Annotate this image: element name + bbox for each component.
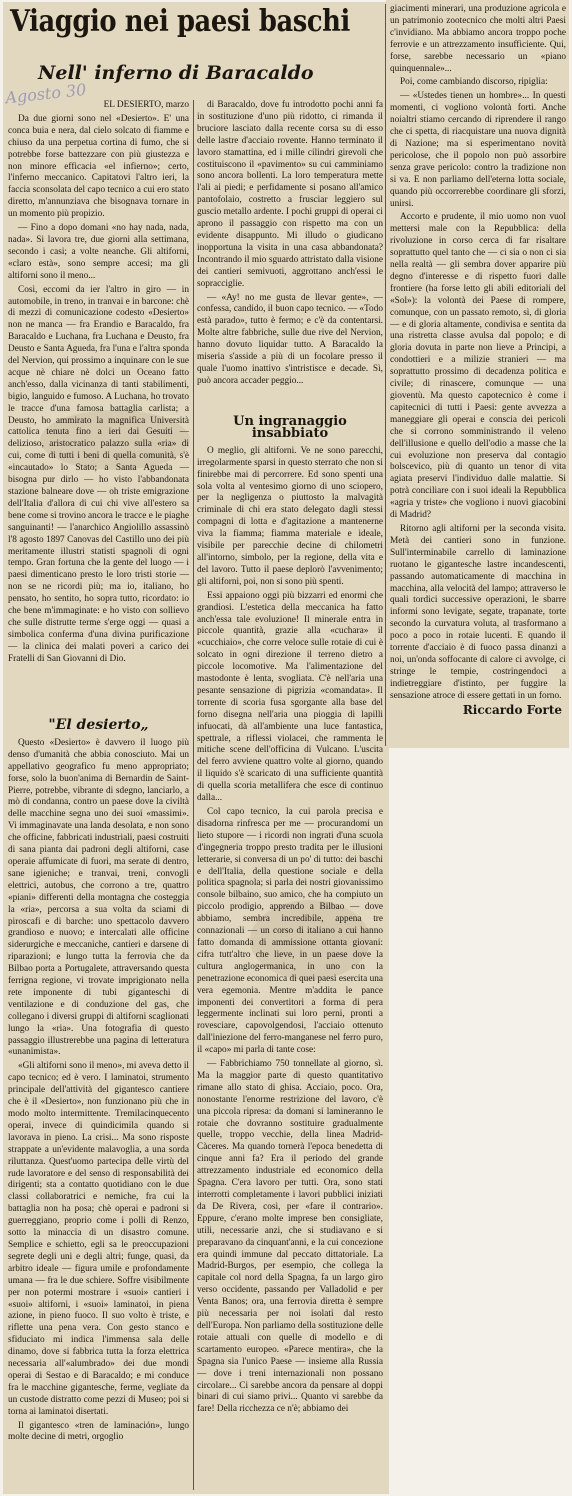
paragraph: Il gigantesco «tren de laminación», lungo molte decine di metri, orgoglio: [8, 1420, 189, 1443]
paragraph: Essi appaiono oggi più bizzarri ed enormi che grandiosi. L'estetica della meccanica ha fatto anch'essa tale evoluzione! Il minerale entra in piccole quantità, grazie alla «cuchara» il «cucchiaio», che corre veloce sulle rotaie di cui è solcato in ogni direzione il terreno dietro a piccole locomotive. Ma l'alimentazione del mastodonte è lenta, svogliata. C'è nell'aria una pesante sensazione di pigrizia «comandata». Il torrente di scoria fusa sgorgante alla base del forno disegna nell'aria una pioggia di lapilli infuocati, dà all'ambiente una luce fantastica, spettrale, a riflessi violacei, che rammenta le mitiche scene dell'officina di Vulcano. L'uscita del ferro avviene quattro volte al giorno, quando il liquido s'è scaricato di una sufficiente quantità di quella scoria metallifera che esce di continuo dalla...: [197, 590, 383, 804]
handwritten-annotation: Agosto 30: [4, 79, 88, 108]
paragraph: Col capo tecnico, la cui parola precisa e disadorna rinfresca per me — procurandomi un lieto stupore — i ricordi non ingrati d'una scuola d'ingegneria troppo presto tradita per le illusioni letterarie, si conversa di un po' di tutto: dei baschi e dell'Italia, della questione sociale e della politica spagnola; si parla dei nostri giovanissimo console bilbaino, suo amico, che ha compiuto un piccolo prodigio, apprendo a Bilbao — dove abbiamo, sembra incredibile, appena tre connazionali — un corso di italiano a cui hanno fatto domanda di ammissione ottanta giovani: cifra tutt'altro che lieve, in un paese dove la cultura anglogermanica, in uno con la penetrazione economica di quei paesi esercita una vera egemonia. Mentre m'addita le pance imponenti dei convertitori a forma di pera leggermente inclinati sui loro perni, pronti a rovesciare, capovolgendosi, l'acciaio ottenuto dall'iniezione del ferro-manganese nel ferro puro, il «capo» mi parla di tante cose:: [197, 807, 383, 1056]
section-title: "El desierto„: [48, 717, 149, 733]
paragraph: — «Ay! no me gusta de llevar gente», — confessa, candido, il buon capo tecnico. — «Todo està parado», tutto è fermo; e c'è da contentarsi. Molte altre fabbriche, sulle due rive del Nervion, hanno dovuto liquidar tutto. A Baracaldo la miseria s'asside a più di un focolare presso il quale l'uomo inattivo s'intristisce e decade. Sì, può ancora accader peggio...: [197, 292, 383, 386]
section-title: Un ingranaggio insabbiato: [233, 414, 347, 441]
paragraph: giacimenti minerari, una produzione agricola e un patrimonio zootecnico che molti altri Paesi c'invidiano. Ma abbiamo ancora troppo poche ferrovie e un attrezzamento insufficiente. Qui, forse, sarebbe necessario un «piano quinquennale»...: [390, 4, 566, 74]
paragraph: «Gli altiforni sono il meno», mi aveva detto il capo tecnico; ed è vero. I laminatoi, strumento principale dell'attività del gigantesco cantiere che è il «Desierto», non funzionano più che in modo molto intermittente. Tremilacinquecento operai, invece di quindicimila quando si lavorava in pieno. La crisi... Ma sono risposte strappate a un'evidente malavoglia, a una sorda riluttanza. Quest'uomo partecipa delle virtù del rude lavoratore e del senso di responsabilità dei dirigenti; sta a contatto quotidiano con le due classi collaboratrici e nemiche, fra cui la battaglia non ha posa; chè operai e padroni si guerreggiano, proprio come i polli di Renzo, sotto la minaccia di un disastro comune. Semplice e schietto, egli sa le preoccupazioni segrete degli uni e degli altri; funge, quasi, da arbitro ideale — figura umile e profondamente umana — fra le due schiere. Soffre visibilmente per non potermi mostrare i «suoi» cantieri i «suoi» altiforni, i «suoi» laminatoi, in piena azione, in pieno fuoco. Il suo volto è triste, e riflette una pena vera. Con gesto stanco e sfiduciato mi indica l'immensa sala delle dinamo, dove si fabbrica tutta la forza elettrica necessaria all'«alumbrado» dei due mondi operai di Sestao e di Baracaldo; e mi conduce fra le macchine gigantesche, ferme, vegliate da un custode distratto come pezzi di Museo; poi si torna ai laminatoi disertati.: [8, 1061, 189, 1417]
paragraph: Questo «Desierto» è davvero il luogo più denso d'umanità che abbia conosciuto. Mai un appellativo geografico fu meno appropriato; forse, solo la buon'anima di Bernardin de Saint-Pierre, potrebbe, vibrante di sdegno, lanciarlo, a mò di condanna, contro un paese dove la civiltà delle macchine segna uno dei suoi «massimi». Vi immaginavate una landa desolata, e non sono che officine, fabbricati industriali, paesi costruiti di sana pianta dai padroni degli altiforni, case operaie affumicate di fuori, ma serate di dentro, sane igieniche; e tranvai, treni, convogli elettrici, autobus, che corrono a tre, quattro «piani» differenti della montagna che costeggia la «ria», percorsa a sua volta da sciami di piroscafi e di barche: uno spettacolo davvero grandioso e nuovo; e intercalati alle officine siderurgiche e meccaniche, cantieri e darsene di riparazioni; e lungo tutta la ferrovia che da Bilbao porta a Portugalete, attraversando questa ferrigna regione, vi trovate imprigionato nella rete imponente di tubi giganteschi di ventilazione e di conduzione del gas, che collegano i diversi gruppi di altiforni scaglionati lungo la «ria». Una fotografia di questo passaggio illustrerebbe una pagina di letteratura «unanimista».: [8, 737, 189, 1058]
column-b: [197, 100, 383, 405]
author-signature: Riccardo Forte: [462, 702, 562, 717]
article-subheadline: Nell' inferno di Baracaldo: [38, 62, 314, 84]
column-b-lower: [197, 408, 383, 1492]
column-a: [8, 100, 189, 710]
paragraph: di Baracaldo, dove fu introdotto pochi anni fa in sostituzione d'uno più ridotto, ci rimanda il bruciore lasciato dalla recente corsa su di esso delle lastre d'acciaio rovente. Hanno terminato il lavoro stamattina, ed i mille cilindri girevoli che costituiscono il «pavimento» su cui camminiamo sono ancora bollenti. La loro temperatura mette l'ali ai piedi; e perfidamente si posano all'amico pantofolaio, costretto a frusciar leggiero sul guscio metallo ardente. I pochi gruppi di operai ci aprono il passaggio con rispetto ma con un evidente disappunto. Mi illudo o giudicano inopportuna la visita in una casa abbandonata? Incontrando il mio sguardo attristato dalla visione dei cantieri semivuoti, aggrottano anch'essi le sopracciglie.: [197, 100, 383, 289]
article-headline: Viaggio nei paesi baschi: [10, 4, 350, 39]
column-c: [390, 4, 566, 744]
column-a-lower: [8, 712, 189, 1492]
column-divider: [385, 4, 386, 746]
paragraph: O meglio, gli altiforni. Ve ne sono parecchi, irregolarmente sparsi in questo sterrato che non si finirebbe mai di percorrere. Ed sono spenti una sola volta al ventesimo giorno di uno sciopero, per la negligenza o piuttosto la malvagità criminale di chi era stato delegato dagli stessi compagni di lotta e d'agitazione a mantenerne viva la fiamma; fiamma materiale e ideale, visibile per parecchie decine di chilometri all'intorno, simbolo, per la regione, della vita e del lavoro. Tutto il paese deplorò l'avvenimento; gli altiforni, poi, non si sono più spenti.: [197, 445, 383, 587]
paragraph: — Fino a dopo domani «no hay nada, nada, nada». Si lavora tre, due giorni alla settimana, secondo i casi; a volte neanche. Gli altiforni, «claro està», sono sempre accesi; ma gli altiforni sono il meno...: [8, 223, 189, 281]
paragraph: Da due giorni sono nel «Desierto». E' una conca buia e nera, dal cielo solcato di fiamme e chiuso da una perpetua cortina di fumo, che si potrebbe forse battezzare con più giustezza e non minore efficacia «el infierno»; certo, l'inferno meccanico. Capitatovi l'altro ieri, la faccia sconsolata del capo tecnico a cui ero stato diretto, m'annunziava che bisognava tornare in un momento più propizio.: [8, 113, 189, 220]
paragraph: Così, eccomi da ier l'altro in giro — in automobile, in treno, in tranvai e in barcone: chè di mezzi di comunicazione codesto «Desierto» non ne manca — fra Erandio e Baracaldo, fra Baracaldo e Luchana, fra Luchana e Deusto, fra Deusto e Santa Agueda, fra l'una e l'altra sponda del Nervion, qui prossimo a inquinare con le sue acque nè chiare nè dolci un Oceano fatto anch'esso, dalla vicinanza di tanti stabilimenti, bigio, languido e fumoso. A Luchana, ho trovato le tracce d'una famosa battaglia carlista; a Deusto, ho ammirato la magnifica Università cattolica tenuta fino a ieri dai Gesuiti — delizioso, aristocratico palazzo sulla «ria» di cui, come di tutti i beni di quella comunità, s'è «incautado» lo Stato; a Santa Agueda — bisogna pur dirlo — ho visto l'abbandonata stazione balneare dove — oh triste emigrazione dell'Italia d'allora di cui chi vive all'estero sa bene come si trovino ancora le tracce e le piaghe sanguinanti! — l'anarchico Angiolillo assassinò l'8 agosto 1897 Canovas del Castillo uno dei più meritamente illustri statisti spagnoli di ogni tempo. Gran fortuna che la gente del luogo — i paesi dimenticano presto le loro tristi storie — non se ne ricordi più; ma io, italiano, ho pensato, ho sentito, ho sopra tutto, ricordato: io che bene m'immaginate: e ho visto con sollievo che sulle distrutte terme s'erge oggi — quasi a simbolica conferma d'una divina purificazione — la clinica dei malati poveri a carico dei Fratelli di San Giovanni di Dio.: [8, 284, 189, 664]
dateline: EL DESIERTO, marzo: [103, 100, 189, 110]
paragraph: — Fabbrichiamo 750 tonnellate al giorno, sì. Ma la maggior parte di questo quantitativo rimane allo stato di ghisa. Acciaio, poco. Ora, nonostante l'enorme restrizione del lavoro, c'è una piccola ripresa: da domani si lamineranno le rotaie che dovranno sostituire gradualmente quelle, troppo vecchie, della linea Madrid-Càceres. Ma quando tornerà l'epoca benedetta di cinque anni fa? Era il periodo del grande attrezzamento industriale ed economico della Spagna. C'era lavoro per tutti. Ora, sono stati interrotti completamente i lavori pubblici iniziati da De Rivera, così, per «fare il contrario». Eppure, c'erano molte imprese ben consigliate, utili, necessarie anzi, che si studiavano e si preparavano da cinquant'anni, e la cui concezione era quindi immune dal peccato dittatoriale. La Madrid-Burgos, per esempio, che collega la capitale col nord della Spagna, fa un largo giro verso occidente, passando per Valladolid e per Venta Banos; ora, una ferrovia diretta è sempre più necessaria per noi isolati dal resto dell'Europa. Non parliamo della sostituzione delle rotaie attuali con quelle di modello e di scartamento europeo. «Parece mentira», che la Spagna sia l'unico Paese — insieme alla Russia — dove i treni internazionali non possano circolare... Ci sarebbe ancora da pensare al doppi binari di cui siamo privi... Quanto vi sarebbe da fare! Della ricchezza ce n'è; abbiamo dei: [197, 1059, 383, 1415]
paragraph: — «Ustedes tienen un hombre»... In questi momenti, ci vogliono volontà forti. Anche noialtri stiamo cercando di riprendere il rango che ci spetta, di riacquistare una nuova dignità di Nazione; ma si esperimentano novità pericolose, che il popolo non può assorbire senza grave pericolo: contro la tradizione non si va. E non parliamo dell'eterna lotta sociale, quando più occorrerebbe coordinare gli sforzi, unirsi.: [390, 91, 566, 209]
column-divider: [193, 100, 194, 1490]
paragraph: Accorto e prudente, il mio uomo non vuol mettersi male con la Repubblica: della rivoluzione in corso cerca di far risaltare soprattutto quel tanto che — ci sia o non ci sia nella realtà — gli sembra dover apparire più degno d'interesse e di rispetto fuori dalle frontiere (ha forse letto gli abili editoriali del «Sol»): la volontà dei Paese di rompere, comunque, con un passato remoto, sì, di gloria — e di gloria altamente, condivisa e sentita da una ristretta classe avulsa dal popolo; e di gloria dovuta in parte non lieve a Principi, a condottieri e a milizie stranieri — ma soprattutto prossimo di decadenza politica e civile; di rinascere, comunque — una gioventù. Ma questo capotecnico è come i capitecnici di tutti i Paesi: gente avvezza a maneggiare gli operai e conscia dei pericoli che si corrono somministrando il veleno dell'illusione e quello dell'odio a masse che la cui evoluzione non preserva dal contagio bolscevico, più di quanto un tenor di vita agiata preservi l'individuo dalle malattie. Si potrà conciliare con i suoi ideali la Repubblica «agria y triste» che vogliono i nuovi giacobini di Madrid?: [390, 212, 566, 521]
paragraph: Poi, come cambiando discorso, ripiglia:: [400, 77, 548, 88]
paragraph: Ritorno agli altiforni per la seconda visita. Metà dei cantieri sono in funzione. Sull'interminabile carrello di laminazione ruotano le gigantesche lastre incandescenti, passando automaticamente di macchina in macchina, alla velocità del lampo; attraverso le quali tordici successive operazioni, le sbarre informi sono levigate, segate, trapanate, torte secondo la curvatura voluta, al trasformano a poco a poco in rotaie lucenti. E quando il torrente d'acciaio è di fuoco passa dinanzi a noi, un'onda soffocante di calore ci avvolge, ci stringe le tempie, costringendoci a indietreggiare d'istinto, per fuggire la sensazione atroce di essere gettati in un forno.: [390, 523, 566, 701]
